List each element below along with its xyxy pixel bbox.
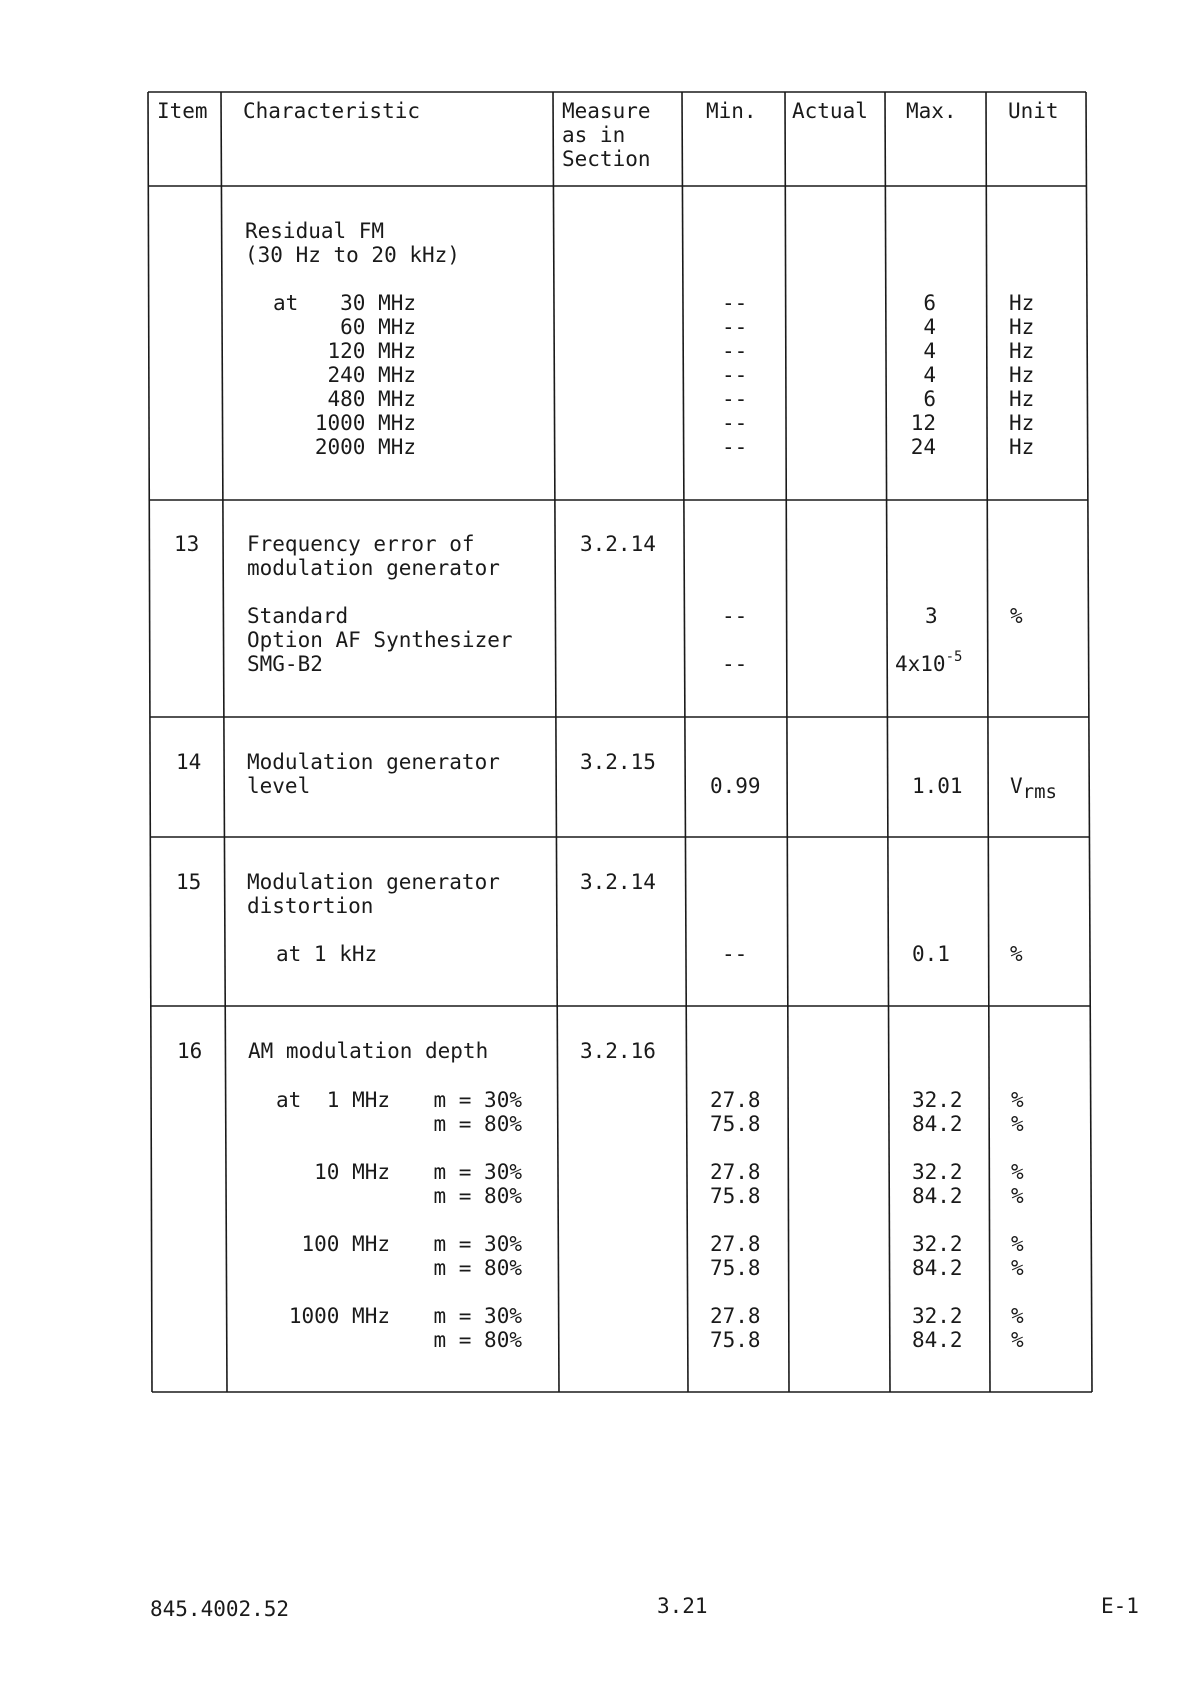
residual-fm-unit: Hz [1009,315,1035,339]
item16-freq: 100 MHz [301,1232,390,1256]
item16-freq: 10 MHz [314,1160,390,1184]
header-item: Item [157,99,208,123]
item13-standard-unit: % [1010,604,1023,628]
residual-fm-max: 4 [923,315,936,339]
item16-max: 84.2 [912,1112,963,1136]
item14-title-line2: level [247,774,311,798]
residual-fm-freq: 1000 MHz [314,411,416,435]
residual-fm-at-label: at [273,291,299,315]
item16-freq: 1 MHz [326,1088,390,1112]
residual-fm-freq: 30 MHz [340,291,416,315]
item16-min: 27.8 [710,1088,761,1112]
item14-unit-base: V [1010,774,1023,798]
header-characteristic: Characteristic [243,99,421,123]
item16-title: AM modulation depth [248,1039,489,1063]
residual-fm-freq: 60 MHz [340,315,416,339]
item15-at-label: at 1 kHz [276,942,378,966]
item16-max: 84.2 [912,1328,963,1352]
item-number-16: 16 [177,1039,203,1063]
item13-option-line1: Option AF Synthesizer [247,628,513,652]
item16-max: 32.2 [912,1160,963,1184]
item14-unit-subscript: rms [1022,781,1057,803]
item14-title-line1: Modulation generator [247,750,500,774]
item16-section: 3.2.16 [580,1039,656,1063]
residual-fm-freq: 120 MHz [327,339,416,363]
footer-doc-number: 845.4002.52 [150,1597,290,1621]
item16-max: 32.2 [912,1304,963,1328]
residual-fm-freq: 2000 MHz [314,435,416,459]
item15-max: 0.1 [912,942,950,966]
item14-max: 1.01 [912,774,963,798]
item-number-13: 13 [174,532,200,556]
item16-min: 27.8 [710,1304,761,1328]
item16-max: 84.2 [912,1256,963,1280]
header-measure-line2: as in [562,123,626,147]
residual-fm-unit: Hz [1009,339,1035,363]
item15-unit: % [1010,942,1023,966]
item14-section: 3.2.15 [580,750,656,774]
item16-mod-depth: m = 30% [433,1232,522,1256]
item13-standard-min: -- [722,604,748,628]
item-number-14: 14 [176,750,202,774]
item13-standard-max: 3 [925,604,938,628]
item16-min: 27.8 [710,1232,761,1256]
item16-min: 75.8 [710,1112,761,1136]
item16-mod-depth: m = 30% [433,1160,522,1184]
header-measure-line3: Section [562,147,651,171]
residual-fm-unit: Hz [1009,387,1035,411]
residual-fm-min: -- [722,363,748,387]
item15-title-line2: distortion [247,894,374,918]
item13-option-max-base: 4x10 [895,652,946,676]
item16-min: 75.8 [710,1184,761,1208]
header-max: Max. [906,99,957,123]
residual-fm-unit: Hz [1009,291,1035,315]
residual-fm-max: 6 [923,291,936,315]
item16-freq: 1000 MHz [288,1304,390,1328]
item13-title-line2: modulation generator [247,556,500,580]
residual-fm-min: -- [722,411,748,435]
header-actual: Actual [792,99,868,123]
item16-mod-depth: m = 80% [433,1184,522,1208]
item16-mod-depth: m = 80% [433,1328,522,1352]
item16-min: 27.8 [710,1160,761,1184]
residual-fm-min: -- [722,339,748,363]
item15-section: 3.2.14 [580,870,656,894]
item13-standard-label: Standard [247,604,349,628]
item16-mod-depth: m = 80% [433,1256,522,1280]
footer-edition: E-1 [1101,1594,1139,1618]
item13-option-line2: SMG-B2 [247,652,323,676]
item16-max: 32.2 [912,1232,963,1256]
item15-title-line1: Modulation generator [247,870,500,894]
residual-fm-max: 12 [910,411,936,435]
residual-fm-max: 24 [910,435,936,459]
residual-fm-max: 4 [923,339,936,363]
item16-unit: % [1011,1304,1024,1328]
residual-fm-min: -- [722,435,748,459]
item13-section: 3.2.14 [580,532,656,556]
item16-max: 84.2 [912,1184,963,1208]
residual-fm-title-line2: (30 Hz to 20 kHz) [245,243,460,267]
item15-min: -- [722,942,748,966]
header-measure-line1: Measure [562,99,651,123]
residual-fm-min: -- [722,315,748,339]
residual-fm-unit: Hz [1009,363,1035,387]
item16-unit: % [1011,1184,1024,1208]
item16-mod-depth: m = 30% [433,1088,522,1112]
item13-option-max-exponent: -5 [945,649,963,665]
residual-fm-min: -- [722,387,748,411]
item14-unit [1010,774,1057,803]
residual-fm-freq: 480 MHz [327,387,416,411]
footer-page-number: 3.21 [657,1594,708,1618]
item16-min: 75.8 [710,1256,761,1280]
item16-min: 75.8 [710,1328,761,1352]
item16-max: 32.2 [912,1088,963,1112]
item16-unit: % [1011,1256,1024,1280]
header-unit: Unit [1008,99,1059,123]
item16-unit: % [1011,1328,1024,1352]
header-min: Min. [706,99,757,123]
item13-title-line1: Frequency error of [247,532,475,556]
item-number-15: 15 [176,870,202,894]
residual-fm-freq: 240 MHz [327,363,416,387]
item16-unit: % [1011,1112,1024,1136]
item14-min: 0.99 [710,774,761,798]
item16-unit: % [1011,1232,1024,1256]
item16-at-label: at [276,1088,302,1112]
item16-unit: % [1011,1088,1024,1112]
residual-fm-unit: Hz [1009,435,1035,459]
residual-fm-title-line1: Residual FM [245,219,385,243]
item13-option-min: -- [722,652,748,676]
residual-fm-max: 4 [923,363,936,387]
residual-fm-min: -- [722,291,748,315]
residual-fm-unit: Hz [1009,411,1035,435]
item16-unit: % [1011,1160,1024,1184]
residual-fm-max: 6 [923,387,936,411]
item16-mod-depth: m = 30% [433,1304,522,1328]
item16-mod-depth: m = 80% [433,1112,522,1136]
item13-option-max [895,649,963,676]
